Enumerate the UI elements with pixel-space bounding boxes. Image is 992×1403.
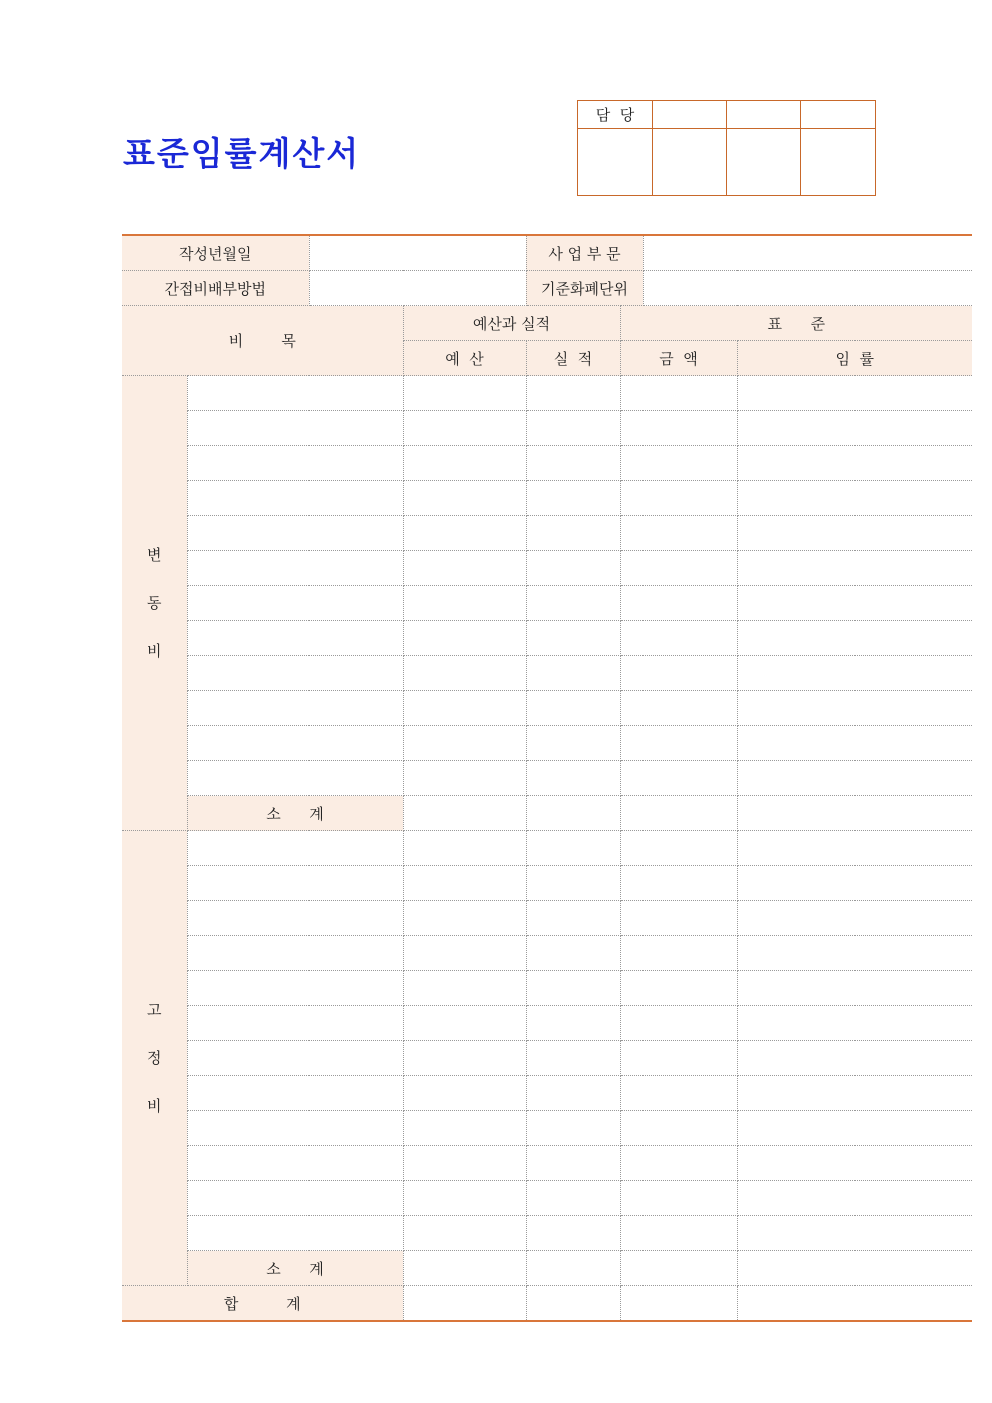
fixed-cost-row — [122, 936, 972, 971]
item-name-cell[interactable] — [187, 446, 403, 481]
actual-cell[interactable] — [526, 901, 620, 936]
fixed-cost-row — [122, 971, 972, 1006]
budget-cell[interactable] — [403, 1216, 526, 1251]
rate-cell[interactable] — [737, 586, 972, 621]
budget-cell[interactable] — [403, 761, 526, 796]
amount-cell[interactable] — [620, 621, 737, 656]
rate-cell[interactable] — [737, 866, 972, 901]
item-name-cell[interactable] — [187, 656, 403, 691]
amount-cell[interactable] — [620, 1286, 737, 1322]
amount-cell[interactable] — [620, 1041, 737, 1076]
amount-cell[interactable] — [620, 516, 737, 551]
actual-cell[interactable] — [526, 376, 620, 411]
actual-cell[interactable] — [526, 1286, 620, 1322]
amount-cell[interactable] — [620, 411, 737, 446]
actual-cell[interactable] — [526, 481, 620, 516]
amount-cell[interactable] — [620, 656, 737, 691]
budget-cell[interactable] — [403, 586, 526, 621]
variable-cost-row — [122, 376, 972, 411]
rate-cell[interactable] — [737, 691, 972, 726]
item-name-cell[interactable] — [187, 586, 403, 621]
actual-cell[interactable] — [526, 516, 620, 551]
page-title: 표준임률계산서 — [123, 134, 361, 173]
fixed-cost-row — [122, 1076, 972, 1111]
budget-actual-header: 예산과 실적 — [403, 306, 620, 341]
rate-cell[interactable] — [737, 551, 972, 586]
item-name-cell[interactable] — [187, 516, 403, 551]
budget-cell[interactable] — [403, 1146, 526, 1181]
fixed-cost-category-label — [122, 831, 187, 1286]
rate-cell[interactable] — [737, 796, 972, 831]
actual-header: 실 적 — [526, 341, 620, 376]
actual-cell[interactable] — [526, 446, 620, 481]
budget-cell[interactable] — [403, 1111, 526, 1146]
budget-header: 예 산 — [403, 341, 526, 376]
item-name-cell[interactable] — [187, 691, 403, 726]
actual-cell[interactable] — [526, 551, 620, 586]
rate-cell[interactable] — [737, 656, 972, 691]
actual-cell[interactable] — [526, 831, 620, 866]
amount-cell[interactable] — [620, 971, 737, 1006]
rate-cell[interactable] — [737, 901, 972, 936]
variable-cost-row — [122, 691, 972, 726]
item-name-cell[interactable] — [187, 481, 403, 516]
item-name-cell[interactable] — [187, 866, 403, 901]
approval-sign-cell[interactable] — [727, 129, 801, 196]
actual-cell[interactable] — [526, 1251, 620, 1286]
amount-cell[interactable] — [620, 691, 737, 726]
actual-cell[interactable] — [526, 691, 620, 726]
item-name-cell[interactable] — [187, 1216, 403, 1251]
variable-cost-row — [122, 551, 972, 586]
budget-cell[interactable] — [403, 621, 526, 656]
fixed-cost-row — [122, 1181, 972, 1216]
actual-cell[interactable] — [526, 621, 620, 656]
variable-cost-row — [122, 446, 972, 481]
total-label: 합 계 — [122, 1286, 403, 1322]
rate-cell[interactable] — [737, 1076, 972, 1111]
item-name-cell[interactable] — [187, 901, 403, 936]
approval-sign-cell[interactable] — [578, 129, 653, 196]
standard-rate-table — [122, 234, 972, 1322]
item-name-cell[interactable] — [187, 1146, 403, 1181]
budget-cell[interactable] — [403, 446, 526, 481]
amount-cell[interactable] — [620, 796, 737, 831]
rate-cell[interactable] — [737, 1006, 972, 1041]
fixed-cost-row — [122, 1006, 972, 1041]
fixed-cost-category-char: 고 — [147, 1001, 162, 1019]
amount-cell[interactable] — [620, 761, 737, 796]
fixed-cost-row — [122, 1111, 972, 1146]
amount-cell[interactable] — [620, 1251, 737, 1286]
fixed-cost-row — [122, 1041, 972, 1076]
actual-cell[interactable] — [526, 1076, 620, 1111]
budget-cell[interactable] — [403, 1181, 526, 1216]
variable-cost-category-char: 비 — [147, 642, 162, 660]
rate-cell[interactable] — [737, 621, 972, 656]
fixed-cost-row — [122, 1216, 972, 1251]
actual-cell[interactable] — [526, 1006, 620, 1041]
amount-cell[interactable] — [620, 1216, 737, 1251]
rate-cell[interactable] — [737, 761, 972, 796]
budget-cell[interactable] — [403, 411, 526, 446]
budget-cell[interactable] — [403, 1041, 526, 1076]
variable-cost-row — [122, 656, 972, 691]
item-name-cell[interactable] — [187, 761, 403, 796]
budget-cell[interactable] — [403, 1006, 526, 1041]
variable-cost-row — [122, 481, 972, 516]
subtotal-label: 소 계 — [187, 1251, 403, 1286]
rate-cell[interactable] — [737, 936, 972, 971]
rate-cell[interactable] — [737, 1251, 972, 1286]
rate-cell[interactable] — [737, 831, 972, 866]
item-name-cell[interactable] — [187, 1111, 403, 1146]
rate-cell[interactable] — [737, 726, 972, 761]
item-name-cell[interactable] — [187, 1181, 403, 1216]
rate-cell[interactable] — [737, 1041, 972, 1076]
fixed-cost-row — [122, 901, 972, 936]
item-name-cell[interactable] — [187, 621, 403, 656]
approval-sign-cell[interactable] — [801, 129, 876, 196]
fixed-cost-row — [122, 831, 972, 866]
actual-cell[interactable] — [526, 761, 620, 796]
budget-cell[interactable] — [403, 936, 526, 971]
amount-cell[interactable] — [620, 1006, 737, 1041]
amount-cell[interactable] — [620, 726, 737, 761]
amount-cell[interactable] — [620, 1181, 737, 1216]
currency-unit-field[interactable] — [643, 271, 972, 306]
variable-cost-row — [122, 586, 972, 621]
actual-cell[interactable] — [526, 866, 620, 901]
rate-cell[interactable] — [737, 1181, 972, 1216]
rate-cell[interactable] — [737, 446, 972, 481]
fixed-cost-category-char: 비 — [147, 1097, 162, 1115]
budget-cell[interactable] — [403, 1286, 526, 1322]
actual-cell[interactable] — [526, 971, 620, 1006]
fixed-cost-row — [122, 1146, 972, 1181]
fixed-cost-row — [122, 866, 972, 901]
actual-cell[interactable] — [526, 1041, 620, 1076]
amount-cell[interactable] — [620, 481, 737, 516]
variable-cost-row — [122, 761, 972, 796]
variable-cost-row — [122, 516, 972, 551]
budget-cell[interactable] — [403, 866, 526, 901]
fixed-cost-category-char: 정 — [147, 1049, 162, 1067]
actual-cell[interactable] — [526, 1146, 620, 1181]
approval-sign-cell[interactable] — [653, 129, 727, 196]
allocation-method-field[interactable] — [309, 271, 526, 306]
actual-cell[interactable] — [526, 936, 620, 971]
rate-cell[interactable] — [737, 1146, 972, 1181]
division-field[interactable] — [643, 235, 972, 271]
item-name-cell[interactable] — [187, 376, 403, 411]
amount-cell[interactable] — [620, 831, 737, 866]
actual-cell[interactable] — [526, 796, 620, 831]
approval-head-cell — [653, 101, 727, 129]
subtotal-label: 소 계 — [187, 796, 403, 831]
standard-header: 표 준 — [620, 306, 972, 341]
variable-cost-row — [122, 621, 972, 656]
item-name-cell[interactable] — [187, 551, 403, 586]
item-header: 비 목 — [122, 306, 403, 376]
division-label: 사 업 부 문 — [526, 235, 643, 271]
currency-unit-label: 기준화폐단위 — [526, 271, 643, 306]
approval-label: 담 당 — [578, 101, 653, 129]
actual-cell[interactable] — [526, 726, 620, 761]
variable-cost-category-label — [122, 376, 187, 831]
date-label: 작성년월일 — [122, 235, 309, 271]
budget-cell[interactable] — [403, 901, 526, 936]
item-name-cell[interactable] — [187, 936, 403, 971]
actual-cell[interactable] — [526, 586, 620, 621]
rate-cell[interactable] — [737, 516, 972, 551]
approval-head-cell — [727, 101, 801, 129]
variable-cost-subtotal-row — [122, 796, 972, 831]
variable-cost-row — [122, 411, 972, 446]
approval-box — [577, 100, 876, 196]
rate-header: 임 률 — [737, 341, 972, 376]
total-row — [122, 1286, 972, 1322]
actual-cell[interactable] — [526, 411, 620, 446]
amount-cell[interactable] — [620, 586, 737, 621]
budget-cell[interactable] — [403, 796, 526, 831]
variable-cost-category-char: 동 — [147, 594, 162, 612]
allocation-method-label: 간접비배부방법 — [122, 271, 309, 306]
date-field[interactable] — [309, 235, 526, 271]
budget-cell[interactable] — [403, 656, 526, 691]
item-name-cell[interactable] — [187, 411, 403, 446]
amount-cell[interactable] — [620, 901, 737, 936]
actual-cell[interactable] — [526, 1181, 620, 1216]
variable-cost-category-char: 변 — [147, 546, 162, 564]
variable-cost-row — [122, 726, 972, 761]
item-name-cell[interactable] — [187, 831, 403, 866]
budget-cell[interactable] — [403, 691, 526, 726]
item-name-cell[interactable] — [187, 971, 403, 1006]
rate-cell[interactable] — [737, 376, 972, 411]
amount-cell[interactable] — [620, 376, 737, 411]
rate-cell[interactable] — [737, 1216, 972, 1251]
rate-cell[interactable] — [737, 1111, 972, 1146]
fixed-cost-subtotal-row — [122, 1251, 972, 1286]
budget-cell[interactable] — [403, 516, 526, 551]
approval-head-cell — [801, 101, 876, 129]
budget-cell[interactable] — [403, 831, 526, 866]
amount-cell[interactable] — [620, 866, 737, 901]
item-name-cell[interactable] — [187, 1006, 403, 1041]
actual-cell[interactable] — [526, 1111, 620, 1146]
budget-cell[interactable] — [403, 481, 526, 516]
budget-cell[interactable] — [403, 1251, 526, 1286]
budget-cell[interactable] — [403, 551, 526, 586]
budget-cell[interactable] — [403, 971, 526, 1006]
budget-cell[interactable] — [403, 1076, 526, 1111]
item-name-cell[interactable] — [187, 1041, 403, 1076]
actual-cell[interactable] — [526, 656, 620, 691]
budget-cell[interactable] — [403, 726, 526, 761]
rate-cell[interactable] — [737, 971, 972, 1006]
amount-cell[interactable] — [620, 551, 737, 586]
amount-cell[interactable] — [620, 1076, 737, 1111]
amount-cell[interactable] — [620, 1146, 737, 1181]
rate-cell[interactable] — [737, 1286, 972, 1322]
amount-cell[interactable] — [620, 936, 737, 971]
budget-cell[interactable] — [403, 376, 526, 411]
amount-cell[interactable] — [620, 1111, 737, 1146]
rate-cell[interactable] — [737, 481, 972, 516]
actual-cell[interactable] — [526, 1216, 620, 1251]
rate-cell[interactable] — [737, 411, 972, 446]
amount-header: 금 액 — [620, 341, 737, 376]
amount-cell[interactable] — [620, 446, 737, 481]
item-name-cell[interactable] — [187, 1076, 403, 1111]
item-name-cell[interactable] — [187, 726, 403, 761]
